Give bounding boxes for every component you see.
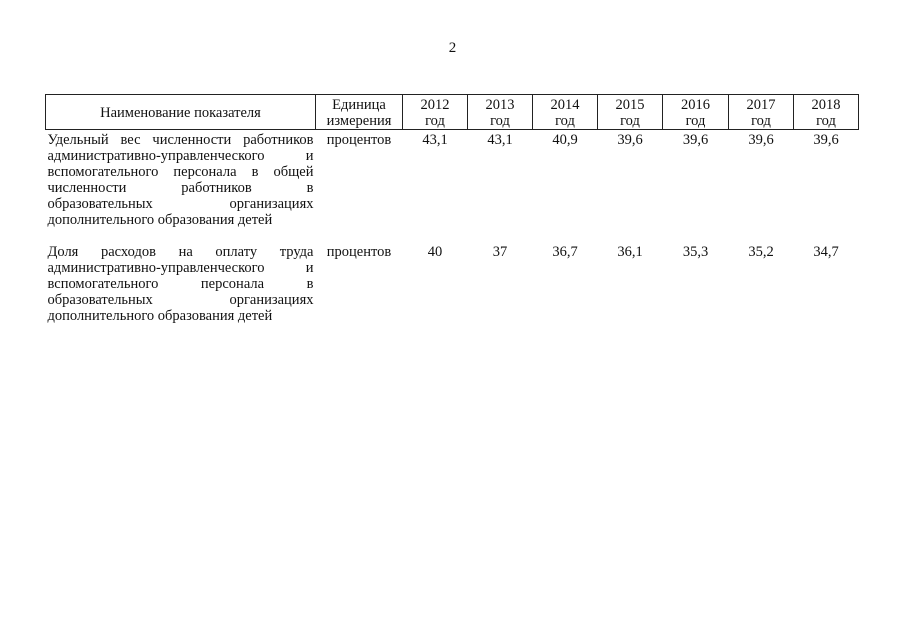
header-unit-line2: измерения bbox=[326, 112, 392, 129]
table-header-row bbox=[46, 95, 859, 130]
indicator-name: Удельный вес численности работников административно-управленческого и вспомогательного персонала в общей численности работников в образовательных организациях дополнительного образования детей bbox=[47, 132, 314, 228]
header-year-2017 bbox=[729, 95, 794, 130]
value-2017: 39,6 bbox=[748, 132, 774, 148]
header-year-label: 2013 bbox=[485, 96, 515, 113]
header-year-label: 2018 bbox=[811, 96, 841, 113]
header-year-2015 bbox=[598, 95, 663, 130]
indicator-unit: процентов bbox=[326, 244, 392, 260]
header-year-suffix: год bbox=[751, 112, 771, 129]
header-year-suffix: год bbox=[425, 112, 445, 129]
header-indicator-name: Наименование показателя bbox=[46, 95, 316, 130]
header-year-label: 2012 bbox=[420, 96, 450, 113]
header-year-2016 bbox=[663, 95, 729, 130]
header-year-suffix: год bbox=[620, 112, 640, 129]
header-year-label: 2016 bbox=[681, 96, 710, 113]
header-year-2013 bbox=[468, 95, 533, 130]
value-2018: 34,7 bbox=[813, 244, 839, 260]
header-unit bbox=[316, 95, 403, 130]
indicators-table bbox=[45, 94, 859, 326]
header-year-2012 bbox=[403, 95, 468, 130]
table-row bbox=[46, 230, 859, 326]
page-number: 2 bbox=[448, 40, 457, 56]
indicator-name: Доля расходов на оплату труда административно-управленческого и вспомогательного персонала в образовательных организациях дополнительного образования детей bbox=[47, 244, 314, 324]
value-2014: 36,7 bbox=[552, 244, 578, 260]
header-year-2018 bbox=[794, 95, 859, 130]
value-2017: 35,2 bbox=[748, 244, 774, 260]
header-year-suffix: год bbox=[816, 112, 836, 129]
value-2015: 36,1 bbox=[617, 244, 643, 260]
header-year-2014 bbox=[533, 95, 598, 130]
value-2012: 40 bbox=[427, 244, 443, 260]
value-2016: 39,6 bbox=[682, 132, 709, 148]
value-2015: 39,6 bbox=[617, 132, 643, 148]
value-2012: 43,1 bbox=[422, 132, 448, 148]
header-year-label: 2017 bbox=[746, 96, 776, 113]
value-2014: 40,9 bbox=[552, 132, 578, 148]
header-year-label: 2014 bbox=[550, 96, 580, 113]
value-2013: 37 bbox=[492, 244, 508, 260]
header-year-suffix: год bbox=[555, 112, 575, 129]
header-year-suffix: год bbox=[685, 112, 706, 129]
value-2016: 35,3 bbox=[682, 244, 709, 260]
indicator-unit: процентов bbox=[326, 132, 392, 148]
header-unit-line1: Единица bbox=[332, 96, 386, 113]
table-row bbox=[46, 130, 859, 231]
value-2013: 43,1 bbox=[487, 132, 513, 148]
header-year-label: 2015 bbox=[615, 96, 645, 113]
header-year-suffix: год bbox=[490, 112, 510, 129]
value-2018: 39,6 bbox=[813, 132, 839, 148]
